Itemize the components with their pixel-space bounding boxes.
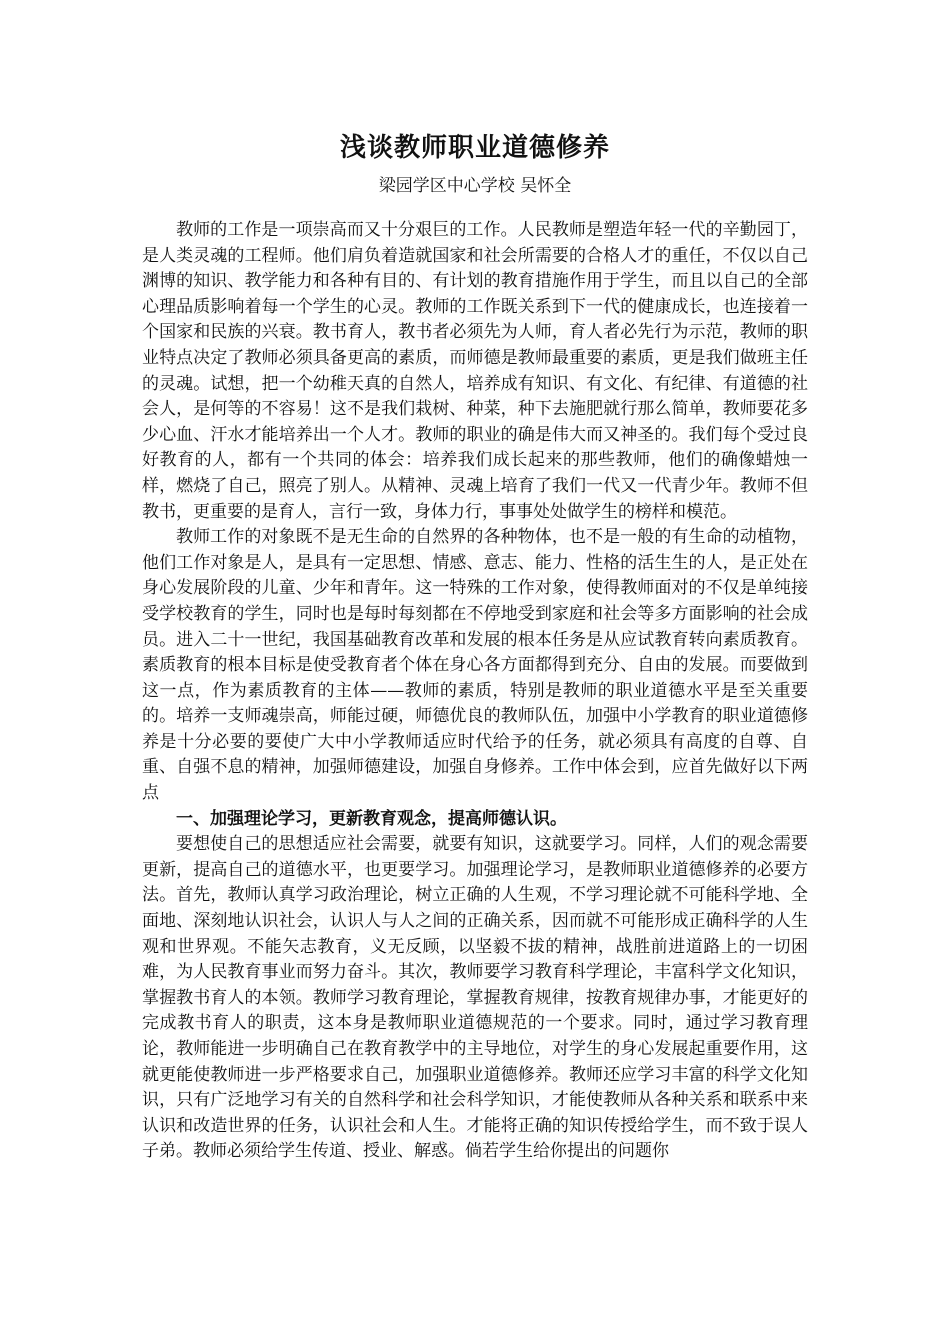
- document-page: [142, 128, 808, 1165]
- section-heading: 一、加强理论学习，更新教育观念，提高师德认识。: [176, 808, 567, 829]
- paragraph-2: 教师工作的对象既不是无生命的自然界的各种物体，也不是一般的有生命的动植物，他们工作对象是人，是具有一定思想、情感、意志、能力、性格的活生生的人，是正处在身心发展阶段的儿童、少年和青年。这一特殊的工作对象，使得教师面对的不仅是单纯接受学校教育的学生，同时也是每时每刻都在不停地受到家庭和社会等多方面影响的社会成员。进入二十一世纪，我国基础教育改革和发展的根本任务是从应试教育转向素质教育。素质教育的根本目标是使受教育者个体在身心各方面都得到充分、自由的发展。而要做到这一点，作为素质教育的主体——教师的素质，特别是教师的职业道德水平是至关重要的。培养一支师魂崇高，师能过硬，师德优良的教师队伍，加强中小学教育的职业道德修养是十分必要的要使广大中小学教师适应时代给予的任务，就必须具有高度的自尊、自重、自强不息的精神，加强师德建设，加强自身修养。工作中体会到，应首先做好以下两点: [142, 527, 808, 804]
- author-byline: 梁园学区中心学校 吴怀全: [378, 176, 572, 196]
- document-title: 浅谈教师职业道德修养: [339, 133, 610, 163]
- paragraph-1: 教师的工作是一项崇高而又十分艰巨的工作。人民教师是塑造年轻一代的辛勤园丁，是人类灵魂的工程师。他们肩负着造就国家和社会所需要的合格人才的重任，不仅以自己渊博的知识、教学能力和各种有目的、有计划的教育措施作用于学生，而且以自己的全部心理品质影响着每一个学生的心灵。教师的工作既关系到下一代的健康成长，也连接着一个国家和民族的兴衰。教书育人，教书者必须先为人师，育人者必先行为示范，教师的职业特点决定了教师必须具备更高的素质，而师德是教师最重要的素质，更是我们做班主任的灵魂。试想，把一个幼稚天真的自然人，培养成有知识、有文化、有纪律、有道德的社会人，是何等的不容易！这不是我们栽树、种菜，种下去施肥就行那么简单，教师要花多少心血、汗水才能培养出一个人才。教师的职业的确是伟大而又神圣的。我们每个受过良好教育的人，都有一个共同的体会：培养我们成长起来的那些教师，他们的确像蜡烛一样，燃烧了自己，照亮了别人。从精神、灵魂上培育了我们一代又一代青少年。教师不但教书，更重要的是育人，言行一致，身体力行，事事处处做学生的榜样和模范。: [142, 220, 808, 522]
- paragraph-3: 要想使自己的思想适应社会需要，就要有知识，这就要学习。同样，人们的观念需要更新，提高自己的道德水平，也更要学习。加强理论学习，是教师职业道德修养的必要方法。首先，教师认真学习政治理论，树立正确的人生观，不学习理论就不可能科学地、全面地、深刻地认识社会，认识人与人之间的正确关系，因而就不可能形成正确科学的人生观和世界观。不能矢志教育，义无反顾，以坚毅不拔的精神，战胜前进道路上的一切困难，为人民教育事业而努力奋斗。其次，教师要学习教育科学理论，丰富科学文化知识，掌握教书育人的本领。教师学习教育理论，掌握教育规律，按教育规律办事，才能更好的完成教书育人的职责，这本身是教师职业道德规范的一个要求。同时，通过学习教育理论，教师能进一步明确自己在教育教学中的主导地位，对学生的身心发展起重要作用，这就更能使教师进一步严格要求自己，加强职业道德修养。教师还应学习丰富的科学文化知识，只有广泛地学习有关的自然科学和社会科学知识，才能使教师从各种关系和联系中来认识和改造世界的任务，认识社会和人生。才能将正确的知识传授给学生，而不致于误人子弟。教师必须给学生传道、授业、解惑。倘若学生给你提出的问题你: [142, 834, 808, 1162]
